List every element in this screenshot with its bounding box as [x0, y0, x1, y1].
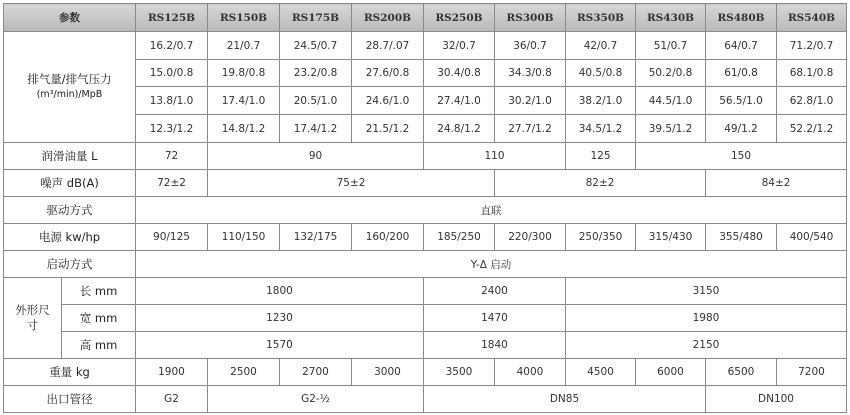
airflow-cell: 24.5/0.7: [280, 32, 352, 60]
header-row: [4, 4, 847, 32]
weight-label: 重量 kg: [4, 359, 136, 386]
airflow-cell: 39.5/1.2: [636, 115, 706, 143]
airflow-label: [4, 32, 136, 143]
model-header: RS430B: [636, 4, 706, 32]
power-cell: 250/350: [566, 224, 636, 251]
length-cell: 1800: [136, 278, 424, 305]
power-cell: 132/175: [280, 224, 352, 251]
airflow-cell: 17.4/1.0: [208, 87, 280, 115]
airflow-cell: 30.2/1.0: [495, 87, 566, 115]
height-cell: 1840: [424, 332, 566, 359]
airflow-cell: 20.5/1.0: [280, 87, 352, 115]
height-label: 高 mm: [62, 332, 136, 359]
width-cell: 1230: [136, 305, 424, 332]
width-cell: 1980: [566, 305, 847, 332]
drive-row: [4, 197, 847, 224]
noise-row: [4, 170, 847, 197]
outlet-row: [4, 386, 847, 413]
oil-cell: 110: [424, 143, 566, 170]
noise-label: 噪声 dB(A): [4, 170, 136, 197]
airflow-label-line2: (m³/min)/MpB: [36, 89, 103, 100]
drive-label: 驱动方式: [4, 197, 136, 224]
airflow-cell: 52.2/1.2: [777, 115, 847, 143]
oil-cell: 72: [136, 143, 208, 170]
airflow-cell: 61/0.8: [706, 60, 777, 87]
power-cell: 90/125: [136, 224, 208, 251]
model-header: RS175B: [280, 4, 352, 32]
height-cell: 1570: [136, 332, 424, 359]
model-header: RS125B: [136, 4, 208, 32]
height-cell: 2150: [566, 332, 847, 359]
noise-cell: 82±2: [495, 170, 706, 197]
length-label: 长 mm: [62, 278, 136, 305]
airflow-cell: 27.7/1.2: [495, 115, 566, 143]
outlet-cell: DN85: [424, 386, 706, 413]
airflow-cell: 36/0.7: [495, 32, 566, 60]
airflow-cell: 23.2/0.8: [280, 60, 352, 87]
airflow-cell: 14.8/1.2: [208, 115, 280, 143]
airflow-cell: 34.5/1.2: [566, 115, 636, 143]
airflow-cell: 24.8/1.2: [424, 115, 495, 143]
airflow-cell: 32/0.7: [424, 32, 495, 60]
oil-cell: 125: [566, 143, 636, 170]
noise-cell: 84±2: [706, 170, 847, 197]
weight-cell: 4000: [495, 359, 566, 386]
airflow-cell: 34.3/0.8: [495, 60, 566, 87]
weight-cell: 6000: [636, 359, 706, 386]
start-value: Y-Δ 启动: [136, 251, 847, 278]
airflow-label-line1: 排气量/排气压力: [27, 72, 112, 86]
power-cell: 315/430: [636, 224, 706, 251]
airflow-cell: 40.5/0.8: [566, 60, 636, 87]
airflow-cell: 44.5/1.0: [636, 87, 706, 115]
outlet-cell: G2-½: [208, 386, 424, 413]
airflow-cell: 21/0.7: [208, 32, 280, 60]
airflow-cell: 38.2/1.0: [566, 87, 636, 115]
noise-cell: 75±2: [208, 170, 495, 197]
power-cell: 220/300: [495, 224, 566, 251]
weight-cell: 3500: [424, 359, 495, 386]
airflow-cell: 49/1.2: [706, 115, 777, 143]
airflow-cell: 56.5/1.0: [706, 87, 777, 115]
airflow-cell: 27.4/1.0: [424, 87, 495, 115]
airflow-cell: 64/0.7: [706, 32, 777, 60]
airflow-cell: 51/0.7: [636, 32, 706, 60]
airflow-cell: 50.2/0.8: [636, 60, 706, 87]
model-header: RS250B: [424, 4, 495, 32]
outlet-label: 出口管径: [4, 386, 136, 413]
airflow-cell: 27.6/0.8: [352, 60, 424, 87]
power-cell: 110/150: [208, 224, 280, 251]
power-cell: 185/250: [424, 224, 495, 251]
dim-length-row: [4, 278, 847, 305]
airflow-cell: 13.8/1.0: [136, 87, 208, 115]
airflow-cell: 62.8/1.0: [777, 87, 847, 115]
dim-height-row: [4, 332, 847, 359]
power-cell: 400/540: [777, 224, 847, 251]
airflow-cell: 68.1/0.8: [777, 60, 847, 87]
airflow-cell: 16.2/0.7: [136, 32, 208, 60]
weight-cell: 6500: [706, 359, 777, 386]
oil-row: [4, 143, 847, 170]
oil-cell: 150: [636, 143, 847, 170]
drive-value: 直联: [136, 197, 847, 224]
weight-cell: 2700: [280, 359, 352, 386]
airflow-row: [4, 32, 847, 60]
airflow-cell: 15.0/0.8: [136, 60, 208, 87]
start-label: 启动方式: [4, 251, 136, 278]
model-header: RS350B: [566, 4, 636, 32]
oil-label: 润滑油量 L: [4, 143, 136, 170]
weight-cell: 1900: [136, 359, 208, 386]
weight-cell: 7200: [777, 359, 847, 386]
dim-width-row: [4, 305, 847, 332]
power-cell: 160/200: [352, 224, 424, 251]
airflow-cell: 19.8/0.8: [208, 60, 280, 87]
airflow-cell: 42/0.7: [566, 32, 636, 60]
weight-cell: 4500: [566, 359, 636, 386]
length-cell: 2400: [424, 278, 566, 305]
spec-table: [3, 3, 847, 413]
param-header: 参数: [4, 4, 136, 32]
power-cell: 355/480: [706, 224, 777, 251]
model-header: RS480B: [706, 4, 777, 32]
weight-cell: 2500: [208, 359, 280, 386]
weight-row: [4, 359, 847, 386]
length-cell: 3150: [566, 278, 847, 305]
airflow-cell: 71.2/0.7: [777, 32, 847, 60]
model-header: RS200B: [352, 4, 424, 32]
airflow-cell: 24.6/1.0: [352, 87, 424, 115]
power-label: 电源 kw/hp: [4, 224, 136, 251]
outlet-cell: DN100: [706, 386, 847, 413]
airflow-cell: 21.5/1.2: [352, 115, 424, 143]
width-label: 宽 mm: [62, 305, 136, 332]
airflow-cell: 28.7/.07: [352, 32, 424, 60]
model-header: RS540B: [777, 4, 847, 32]
airflow-cell: 30.4/0.8: [424, 60, 495, 87]
airflow-cell: 12.3/1.2: [136, 115, 208, 143]
weight-cell: 3000: [352, 359, 424, 386]
outlet-cell: G2: [136, 386, 208, 413]
model-header: RS150B: [208, 4, 280, 32]
noise-cell: 72±2: [136, 170, 208, 197]
power-row: [4, 224, 847, 251]
model-header: RS300B: [495, 4, 566, 32]
dimensions-label: 外形尺寸: [4, 278, 62, 359]
start-row: [4, 251, 847, 278]
airflow-cell: 17.4/1.2: [280, 115, 352, 143]
oil-cell: 90: [208, 143, 424, 170]
width-cell: 1470: [424, 305, 566, 332]
